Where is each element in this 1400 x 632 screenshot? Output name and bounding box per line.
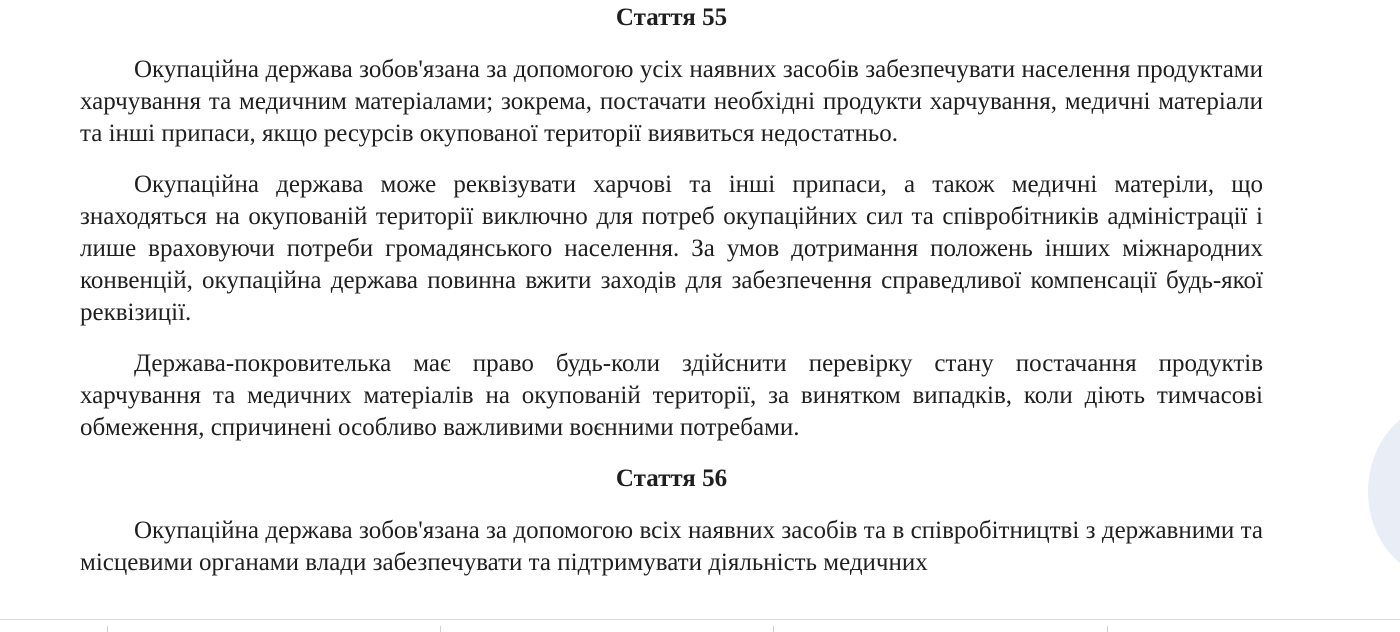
article-56-paragraph-1: Окупаційна держава зобов'язана за допомогою всіх наявних засобів та в співробітництві з державними та місцевими органами влади забезпечувати та підтримувати діяльність медичних — [80, 517, 1263, 576]
floating-action-button[interactable] — [1368, 404, 1400, 579]
toolbar-separator — [107, 626, 108, 632]
article-55-paragraph-2: Окупаційна держава може реквізувати харчові та інші припаси, а також медичні матеріли, що знаходяться на окупованій території виключно для потреб окупаційних сил та співробітників адміністрації і лише враховуючи потреби громадянського населення. За умов дотримання положень інших міжнародних конвенцій, окупаційна держава повинна вжити заходів для забезпечення справедливої компенсації будь-якої реквізиції. — [80, 171, 1263, 326]
article-55-paragraph-3: Держава-покровителька має право будь-коли здійснити перевірку стану постачання продуктів харчування та медичних матеріалів на окупованій території, за винятком випадків, коли діють тимчасові обмеження, спричинені особливо важливими воєнними потребами. — [80, 350, 1263, 441]
toolbar-separator — [1107, 626, 1108, 632]
article-55-paragraph-1: Окупаційна держава зобов'язана за допомогою усіх наявних засобів забезпечувати населення продуктами харчування та медичним матеріалами; зокрема, постачати необхідні продукти харчування, медичні матеріали та інші припаси, якщо ресурсів окупованої території виявиться недостатньо. — [80, 56, 1263, 147]
article-56-title: Стаття 56 — [615, 465, 728, 492]
toolbar-separator — [440, 626, 441, 632]
document-body — [80, 0, 1263, 598]
bottom-toolbar — [0, 619, 1400, 632]
toolbar-separator — [773, 626, 774, 632]
article-55-title: Стаття 55 — [615, 4, 728, 31]
